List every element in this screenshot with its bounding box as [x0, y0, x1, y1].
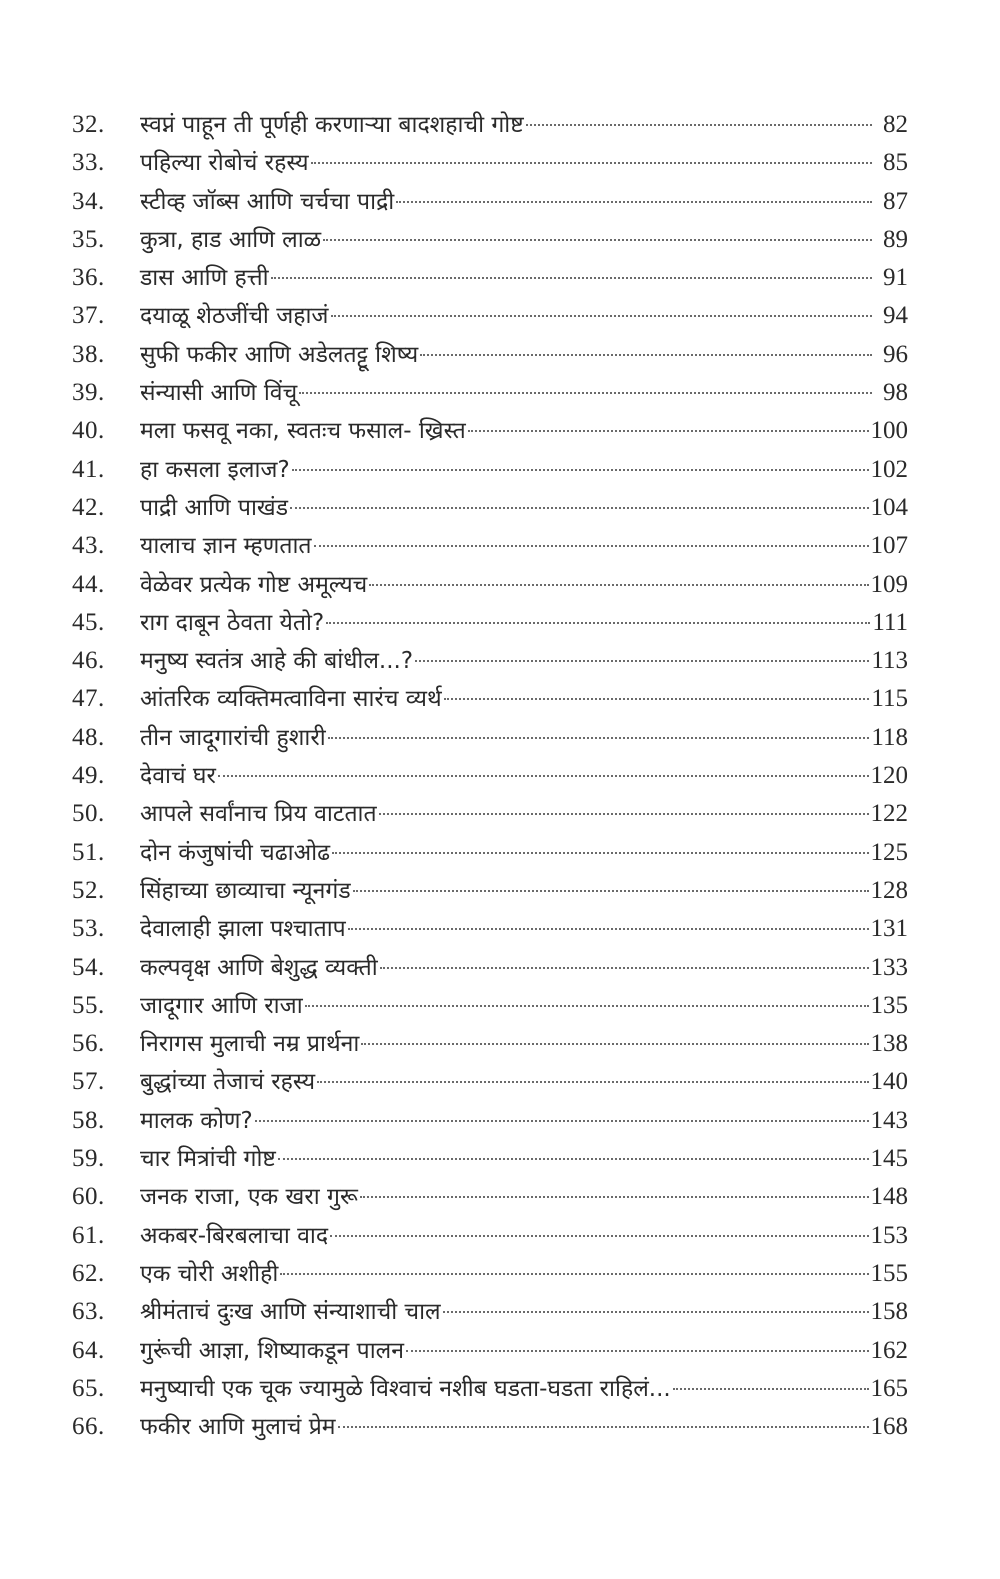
toc-entry	[72, 489, 908, 527]
dot-leader	[311, 161, 872, 164]
dot-leader	[332, 851, 868, 854]
dot-leader	[420, 353, 872, 356]
toc-entry	[72, 604, 908, 642]
dot-leader	[314, 544, 869, 547]
entry-title: स्टीव्ह जॉब्स आणि चर्चचा पाद्री	[140, 188, 395, 215]
entry-title: राग दाबून ठेवता येतो?	[140, 609, 325, 636]
entry-title: मनुष्य स्वतंत्र आहे की बांधील...?	[140, 648, 414, 675]
dot-leader	[369, 583, 868, 586]
toc-entry	[72, 949, 908, 987]
entry-title: निरागस मुलाची नम्र प्रार्थना	[140, 1031, 360, 1058]
entry-number: 32.	[72, 111, 105, 138]
entry-number: 35.	[72, 225, 105, 253]
entry-number: 38.	[72, 340, 105, 368]
entry-page-number: 122	[870, 800, 908, 828]
entry-number: 47.	[72, 685, 105, 713]
entry-number: 45.	[72, 608, 105, 636]
table-of-contents	[72, 106, 908, 1446]
toc-entry	[72, 834, 908, 872]
dot-leader	[443, 1310, 869, 1313]
entry-page-number: 102	[870, 455, 908, 483]
entry-title: कल्पवृक्ष आणि बेशुद्ध व्यक्ती	[140, 954, 378, 981]
entry-page-number: 158	[870, 1298, 908, 1326]
entry-page-number: 143	[870, 1106, 908, 1134]
dot-leader	[379, 812, 869, 815]
dot-leader	[330, 1234, 868, 1237]
entry-page-number: 138	[870, 1030, 908, 1058]
entry-page-number: 133	[870, 953, 908, 981]
entry-title: मनुष्याची एक चूक ज्यामुळे विश्वाचं नशीब घडता-घडता राहिलं...	[140, 1375, 671, 1402]
entry-page-number: 128	[870, 876, 908, 904]
entry-number: 61.	[72, 1221, 105, 1249]
dot-leader	[292, 468, 869, 471]
entry-title: बुद्धांच्या तेजाचं रहस्य	[140, 1069, 316, 1096]
entry-title: मला फसवू नका, स्वतःच फसाल- ख्रिस्त	[140, 418, 466, 445]
toc-entry	[72, 374, 908, 412]
entry-number: 65.	[72, 1374, 105, 1402]
entry-page-number: 87	[883, 187, 908, 215]
entry-number: 50.	[72, 800, 105, 828]
toc-entry	[72, 1178, 908, 1216]
entry-page-number: 135	[870, 991, 908, 1019]
toc-entry	[72, 221, 908, 259]
entry-title: अकबर-बिरबलाचा वाद	[140, 1222, 329, 1249]
dot-leader	[331, 314, 872, 317]
entry-number: 57.	[72, 1068, 105, 1096]
entry-title: दयाळू शेठजींची जहाजं	[140, 303, 329, 330]
toc-entry	[72, 336, 908, 374]
entry-page-number: 113	[871, 647, 908, 675]
entry-title: सिंहाच्या छाव्याचा न्यूनगंड	[140, 877, 351, 904]
dot-leader	[299, 391, 872, 394]
entry-number: 64.	[72, 1336, 105, 1364]
toc-entry	[72, 757, 908, 795]
entry-title: चार मित्रांची गोष्ट	[140, 1146, 276, 1173]
entry-page-number: 115	[871, 685, 908, 713]
entry-title: जादूगार आणि राजा	[140, 992, 303, 1019]
entry-number: 44.	[72, 570, 105, 598]
entry-number: 46.	[72, 647, 105, 675]
entry-title: मालक कोण?	[140, 1107, 253, 1134]
toc-entry	[72, 451, 908, 489]
entry-number: 56.	[72, 1030, 105, 1058]
entry-page-number: 85	[883, 149, 908, 177]
entry-page-number: 125	[870, 838, 908, 866]
dot-leader	[255, 1119, 869, 1122]
entry-title: हा कसला इलाज?	[140, 456, 290, 483]
entry-page-number: 109	[870, 570, 908, 598]
dot-leader	[328, 736, 870, 739]
dot-leader	[326, 621, 870, 624]
toc-entry	[72, 1025, 908, 1063]
entry-page-number: 91	[883, 264, 908, 292]
entry-number: 60.	[72, 1183, 105, 1211]
entry-number: 55.	[72, 991, 105, 1019]
toc-entry	[72, 910, 908, 948]
entry-page-number: 89	[883, 225, 908, 253]
entry-page-number: 94	[883, 302, 908, 330]
entry-title: दोन कंजुषांची चढाओढ	[140, 839, 331, 866]
dot-leader	[396, 200, 872, 203]
entry-title: स्वप्नं पाहून ती पूर्णही करणाऱ्या बादशहाची गोष्ट	[140, 112, 524, 138]
toc-entry	[72, 1255, 908, 1293]
dot-leader	[323, 238, 872, 241]
toc-entry	[72, 1370, 908, 1408]
dot-leader	[290, 506, 868, 509]
entry-number: 52.	[72, 876, 105, 904]
dot-leader	[673, 1387, 869, 1390]
dot-leader	[361, 1042, 868, 1045]
dot-leader	[468, 429, 869, 432]
entry-title: संन्यासी आणि विंचू	[140, 380, 298, 407]
toc-entry	[72, 1063, 908, 1101]
toc-entry	[72, 1217, 908, 1255]
entry-page-number: 98	[883, 379, 908, 407]
toc-entry	[72, 987, 908, 1025]
entry-page-number: 131	[870, 915, 908, 943]
entry-title: फकीर आणि मुलाचं प्रेम	[140, 1414, 336, 1441]
dot-leader	[218, 774, 869, 777]
entry-number: 48.	[72, 723, 105, 751]
dot-leader	[406, 1349, 868, 1352]
dot-leader	[444, 697, 870, 700]
toc-entry	[72, 1332, 908, 1370]
toc-entry	[72, 680, 908, 718]
dot-leader	[338, 1425, 869, 1428]
entry-number: 33.	[72, 149, 105, 177]
dot-leader	[271, 276, 872, 279]
entry-number: 58.	[72, 1106, 105, 1134]
entry-page-number: 148	[870, 1183, 908, 1211]
dot-leader	[360, 1195, 869, 1198]
toc-entry	[72, 566, 908, 604]
dot-leader	[526, 123, 872, 126]
entry-number: 51.	[72, 838, 105, 866]
toc-entry	[72, 412, 908, 450]
entry-number: 59.	[72, 1145, 105, 1173]
entry-page-number: 165	[870, 1374, 908, 1402]
entry-page-number: 82	[883, 111, 908, 138]
toc-entry	[72, 642, 908, 680]
entry-title: श्रीमंताचं दुःख आणि संन्याशाची चाल	[140, 1299, 441, 1326]
toc-entry	[72, 144, 908, 182]
entry-page-number: 118	[871, 723, 908, 751]
entry-number: 43.	[72, 532, 105, 560]
entry-title: कुत्रा, हाड आणि लाळ	[140, 226, 322, 253]
entry-page-number: 155	[870, 1259, 908, 1287]
toc-entry	[72, 527, 908, 565]
entry-number: 40.	[72, 417, 105, 445]
entry-title: आपले सर्वांनाच प्रिय वाटतात	[140, 801, 377, 828]
entry-title: आंतरिक व्यक्तिमत्वाविना सारंच व्यर्थ	[140, 686, 442, 713]
entry-page-number: 100	[870, 417, 908, 445]
entry-number: 34.	[72, 187, 105, 215]
entry-number: 39.	[72, 379, 105, 407]
entry-number: 37.	[72, 302, 105, 330]
entry-title: गुरूंची आज्ञा, शिष्याकडून पालन	[140, 1337, 405, 1364]
entry-title: पाद्री आणि पाखंड	[140, 494, 289, 521]
entry-page-number: 140	[870, 1068, 908, 1096]
entry-title: जनक राजा, एक खरा गुरू	[140, 1184, 358, 1211]
dot-leader	[278, 1157, 869, 1160]
entry-number: 62.	[72, 1259, 105, 1287]
entry-title: यालाच ज्ञान म्हणतात	[140, 533, 312, 560]
toc-entry	[72, 795, 908, 833]
entry-number: 53.	[72, 915, 105, 943]
entry-title: एक चोरी अशीही	[140, 1260, 279, 1287]
entry-number: 63.	[72, 1298, 105, 1326]
entry-number: 41.	[72, 455, 105, 483]
entry-page-number: 104	[870, 493, 908, 521]
dot-leader	[348, 927, 869, 930]
entry-number: 36.	[72, 264, 105, 292]
dot-leader	[317, 1080, 868, 1083]
entry-number: 49.	[72, 762, 105, 790]
toc-entry	[72, 1102, 908, 1140]
entry-page-number: 153	[870, 1221, 908, 1249]
entry-title: वेळेवर प्रत्येक गोष्ट अमूल्यच	[140, 571, 368, 598]
entry-page-number: 120	[870, 762, 908, 790]
entry-page-number: 162	[870, 1336, 908, 1364]
entry-title: सुफी फकीर आणि अडेलतट्टू शिष्य	[140, 341, 419, 368]
entry-title: देवालाही झाला पश्चाताप	[140, 916, 346, 943]
entry-title: पहिल्या रोबोचं रहस्य	[140, 150, 309, 177]
toc-entry	[72, 1408, 908, 1446]
entry-page-number: 107	[870, 532, 908, 560]
toc-entry	[72, 297, 908, 335]
dot-leader	[280, 1272, 868, 1275]
entry-title: देवाचं घर	[140, 763, 216, 790]
toc-entry	[72, 106, 908, 144]
entry-title: डास आणि हत्ती	[140, 265, 269, 292]
toc-entry	[72, 719, 908, 757]
toc-entry	[72, 259, 908, 297]
toc-entry	[72, 183, 908, 221]
entry-number: 42.	[72, 493, 105, 521]
toc-entry	[72, 1293, 908, 1331]
entry-title: तीन जादूगारांची हुशारी	[140, 724, 326, 751]
dot-leader	[415, 659, 869, 662]
entry-number: 54.	[72, 953, 105, 981]
entry-number: 66.	[72, 1413, 105, 1441]
dot-leader	[380, 966, 869, 969]
entry-page-number: 111	[872, 608, 908, 636]
toc-entry	[72, 872, 908, 910]
dot-leader	[305, 1004, 869, 1007]
entry-page-number: 145	[870, 1145, 908, 1173]
entry-page-number: 168	[870, 1413, 908, 1441]
toc-entry	[72, 1140, 908, 1178]
entry-page-number: 96	[883, 340, 908, 368]
dot-leader	[353, 889, 869, 892]
